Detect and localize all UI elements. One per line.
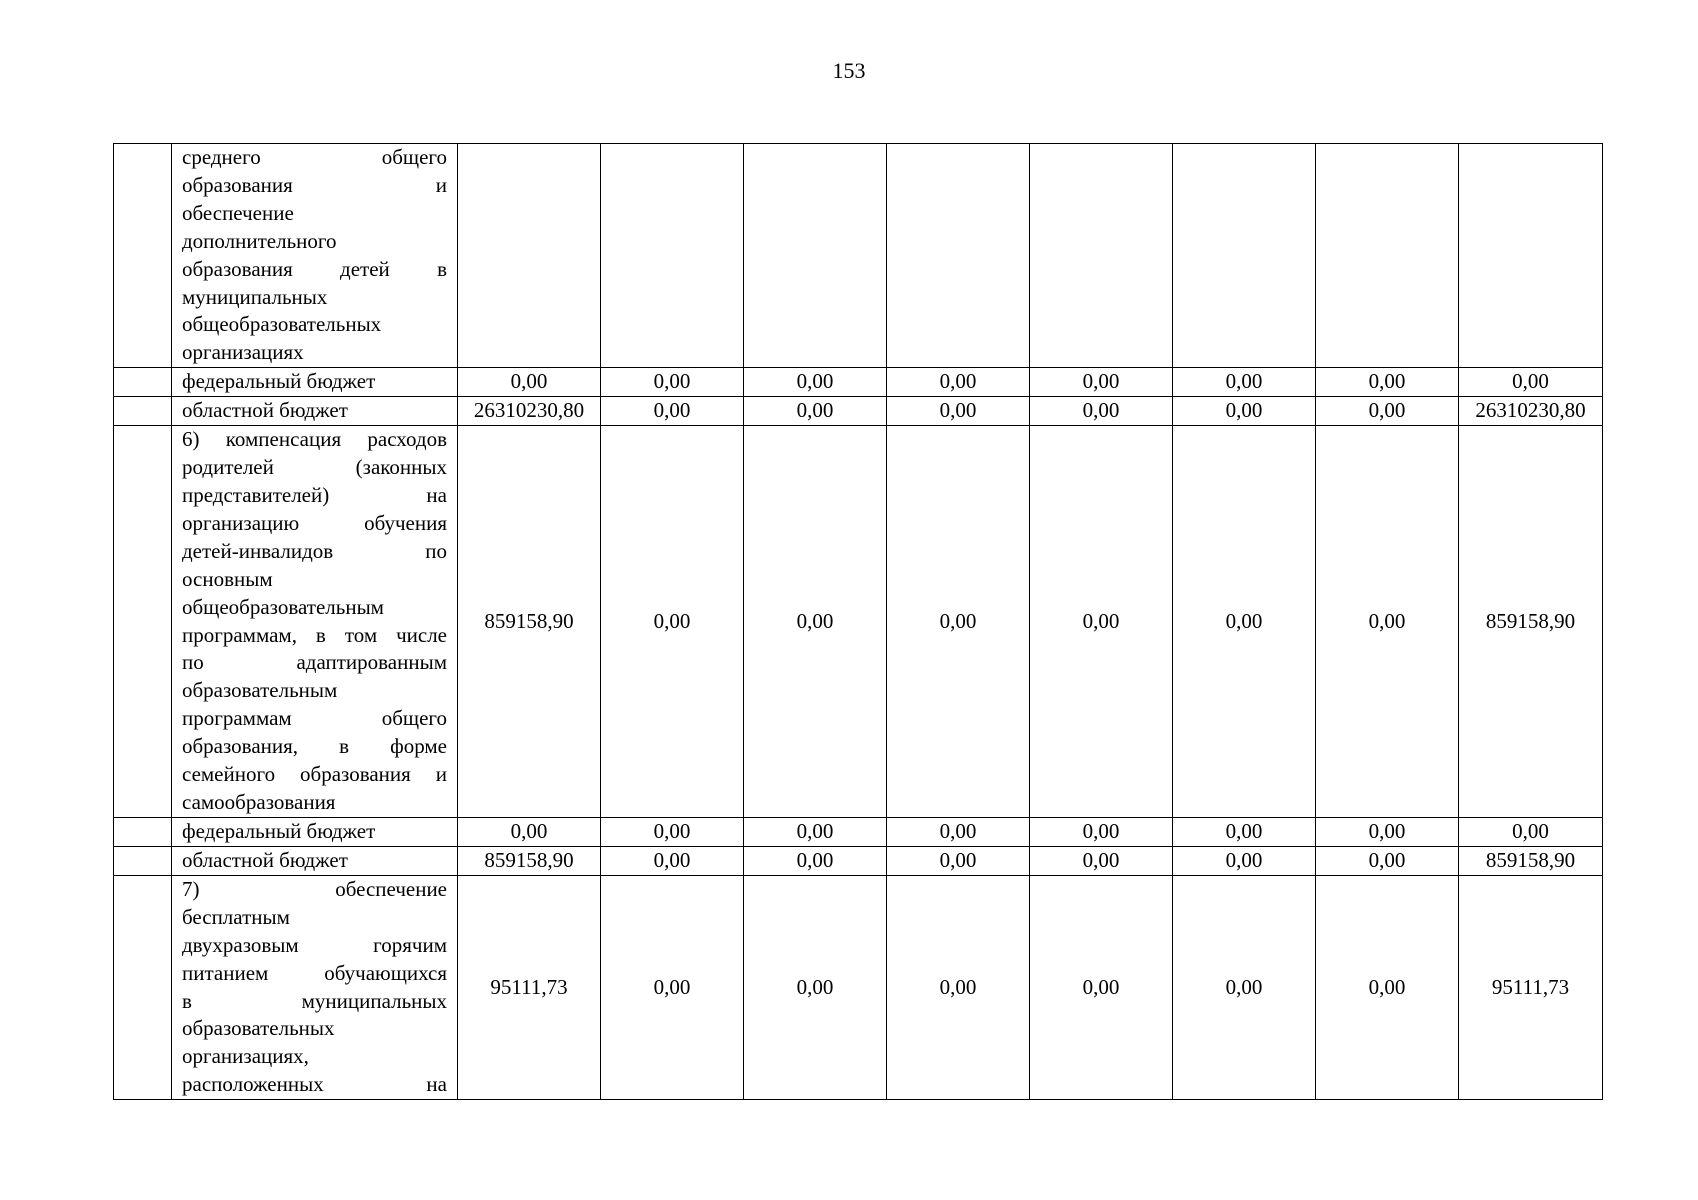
value-cell: 0,00 xyxy=(744,397,887,426)
value-cell: 0,00 xyxy=(1316,397,1459,426)
value-cell: 26310230,80 xyxy=(1459,397,1603,426)
description-line: образования и xyxy=(182,172,447,197)
value-cell: 26310230,80 xyxy=(458,397,601,426)
budget-source-label: областной бюджет xyxy=(182,398,348,423)
description-line: 7) обеспечение xyxy=(182,876,447,901)
row-description-cell xyxy=(172,397,458,426)
description-line: самообразования xyxy=(182,790,336,814)
value-cell: 0,00 xyxy=(601,818,744,847)
value-cell: 0,00 xyxy=(601,426,744,818)
row-description-cell xyxy=(172,818,458,847)
value-cell: 0,00 xyxy=(887,426,1030,818)
budget-source-label: областной бюджет xyxy=(182,847,348,872)
value-cell: 0,00 xyxy=(887,397,1030,426)
value-cell: 0,00 xyxy=(744,818,887,847)
description-line: организациях xyxy=(182,340,304,365)
description-line: образования, в форме xyxy=(182,734,447,759)
table-body xyxy=(114,144,1603,1100)
value-cell: 0,00 xyxy=(1459,818,1603,847)
value-cell: 0,00 xyxy=(1173,426,1316,818)
row-description-cell xyxy=(172,144,458,368)
description-line: двухразовым горячим xyxy=(182,932,447,957)
value-cell: 0,00 xyxy=(744,846,887,875)
description-line: дополнительного xyxy=(182,228,337,253)
description-line: образовательных xyxy=(182,1016,335,1041)
value-cell: 0,00 xyxy=(1030,875,1173,1099)
description-line: родителей (законных xyxy=(182,455,447,480)
description-line: основным xyxy=(182,566,273,591)
description-line: по адаптированным xyxy=(182,650,447,675)
value-cell xyxy=(458,144,601,368)
table-row-subitem xyxy=(114,846,1603,875)
value-cell: 0,00 xyxy=(458,368,601,397)
value-cell: 0,00 xyxy=(887,875,1030,1099)
value-cell: 0,00 xyxy=(887,846,1030,875)
table-row-subitem xyxy=(114,818,1603,847)
value-cell: 0,00 xyxy=(1173,368,1316,397)
value-cell: 0,00 xyxy=(1459,368,1603,397)
value-cell: 859158,90 xyxy=(1459,426,1603,818)
description-line: семейного образования и xyxy=(182,762,447,787)
value-cell: 0,00 xyxy=(1030,397,1173,426)
description-line: 6) компенсация расходов xyxy=(182,427,447,452)
value-cell xyxy=(887,144,1030,368)
description-line: организациях, xyxy=(182,1044,309,1069)
value-cell: 0,00 xyxy=(744,875,887,1099)
value-cell xyxy=(1173,144,1316,368)
value-cell: 0,00 xyxy=(1030,818,1173,847)
value-cell: 0,00 xyxy=(1173,818,1316,847)
value-cell: 0,00 xyxy=(1030,368,1173,397)
value-cell: 859158,90 xyxy=(458,426,601,818)
value-cell xyxy=(1030,144,1173,368)
description-line: представителей) на xyxy=(182,483,447,508)
row-description-cell xyxy=(172,426,458,818)
value-cell: 0,00 xyxy=(1316,426,1459,818)
value-cell xyxy=(744,144,887,368)
table-row-subitem xyxy=(114,397,1603,426)
row-number-cell xyxy=(114,846,172,875)
value-cell: 0,00 xyxy=(1173,846,1316,875)
value-cell: 95111,73 xyxy=(458,875,601,1099)
description-line: обеспечение xyxy=(182,200,294,225)
value-cell: 0,00 xyxy=(601,397,744,426)
description-line: программам, в том числе xyxy=(182,622,447,647)
description-line: питанием обучающихся xyxy=(182,960,447,985)
value-cell: 0,00 xyxy=(1173,397,1316,426)
description-line: образовательным xyxy=(182,678,338,703)
value-cell xyxy=(1316,144,1459,368)
value-cell: 0,00 xyxy=(887,368,1030,397)
row-number-cell xyxy=(114,426,172,818)
row-number-cell xyxy=(114,818,172,847)
row-number-cell xyxy=(114,144,172,368)
value-cell: 0,00 xyxy=(1316,368,1459,397)
budget-source-label: федеральный бюджет xyxy=(182,819,376,844)
value-cell: 0,00 xyxy=(1316,818,1459,847)
description-line: среднего общего xyxy=(182,145,447,169)
row-description-cell xyxy=(172,875,458,1099)
description-line: детей-инвалидов по xyxy=(182,538,447,563)
value-cell: 0,00 xyxy=(601,368,744,397)
description-line: муниципальных xyxy=(182,284,328,309)
budget-table xyxy=(113,143,1603,1100)
description-line: программам общего xyxy=(182,706,447,731)
row-number-cell xyxy=(114,875,172,1099)
value-cell: 0,00 xyxy=(1316,846,1459,875)
page-number: 153 xyxy=(832,58,866,83)
value-cell xyxy=(601,144,744,368)
value-cell: 0,00 xyxy=(1030,426,1173,818)
row-number-cell xyxy=(114,397,172,426)
table-row-item xyxy=(114,875,1603,1099)
description-line: общеобразовательным xyxy=(182,594,384,619)
row-description-cell xyxy=(172,846,458,875)
value-cell: 0,00 xyxy=(1173,875,1316,1099)
value-cell: 0,00 xyxy=(458,818,601,847)
table-row-item xyxy=(114,144,1603,368)
description-line: общеобразовательных xyxy=(182,312,382,337)
description-line: бесплатным xyxy=(182,904,290,929)
budget-source-label: федеральный бюджет xyxy=(182,369,376,394)
description-line: расположенных на xyxy=(182,1072,447,1097)
description-line: в муниципальных xyxy=(182,988,447,1013)
value-cell: 0,00 xyxy=(601,846,744,875)
description-line: образования детей в xyxy=(182,256,447,281)
value-cell: 0,00 xyxy=(744,426,887,818)
value-cell: 95111,73 xyxy=(1459,875,1603,1099)
value-cell: 0,00 xyxy=(887,818,1030,847)
value-cell: 859158,90 xyxy=(1459,846,1603,875)
value-cell: 0,00 xyxy=(1316,875,1459,1099)
row-description-cell xyxy=(172,368,458,397)
description-line: организацию обучения xyxy=(182,510,447,535)
table-row-subitem xyxy=(114,368,1603,397)
value-cell: 859158,90 xyxy=(458,846,601,875)
value-cell xyxy=(1459,144,1603,368)
value-cell: 0,00 xyxy=(1030,846,1173,875)
row-number-cell xyxy=(114,368,172,397)
value-cell: 0,00 xyxy=(744,368,887,397)
value-cell: 0,00 xyxy=(601,875,744,1099)
table-row-item xyxy=(114,426,1603,818)
